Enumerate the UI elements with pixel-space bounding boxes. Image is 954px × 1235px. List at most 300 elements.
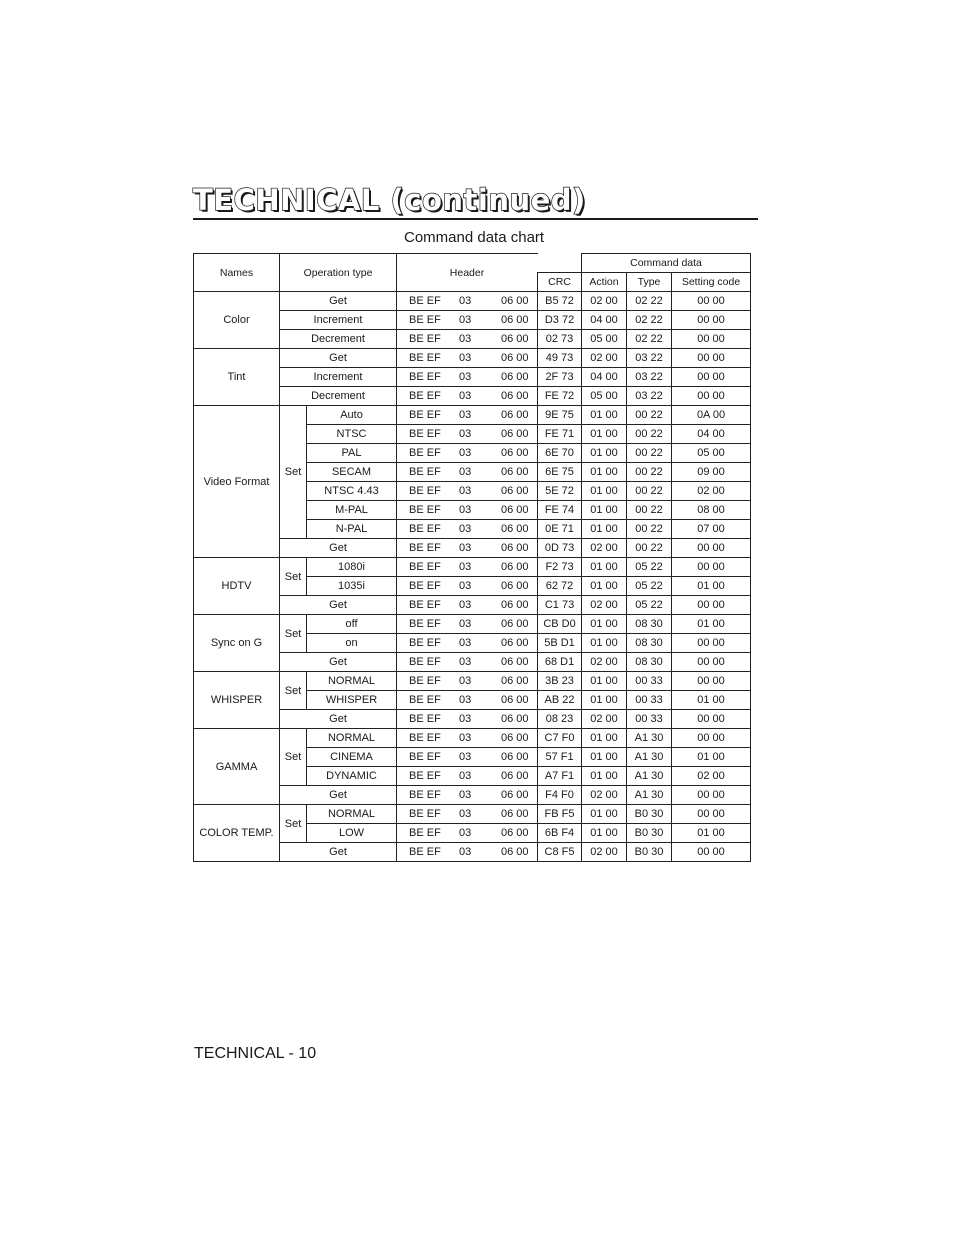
- action-cell: 01 00: [582, 691, 627, 710]
- action-cell: 04 00: [582, 368, 627, 387]
- action-cell: 01 00: [582, 577, 627, 596]
- header-byte: BE EF: [409, 618, 441, 630]
- header-byte: 03: [459, 637, 472, 649]
- set-label: Set: [280, 615, 307, 653]
- type-cell: 00 22: [627, 539, 672, 558]
- col-header-crc: CRC: [538, 273, 582, 292]
- table-row: [194, 805, 751, 824]
- crc-cell: 6E 75: [538, 463, 582, 482]
- action-cell: 01 00: [582, 805, 627, 824]
- crc-cell: D3 72: [538, 311, 582, 330]
- setting-code-cell: 00 00: [672, 539, 751, 558]
- setting-code-cell: 00 00: [672, 596, 751, 615]
- type-cell: 05 22: [627, 558, 672, 577]
- col-header-command-data: Command data: [582, 254, 751, 273]
- header-bytes-cell: [397, 596, 538, 615]
- type-cell: 02 22: [627, 330, 672, 349]
- crc-cell: C7 F0: [538, 729, 582, 748]
- setting-code-cell: 01 00: [672, 577, 751, 596]
- header-byte: 06 00: [501, 504, 529, 516]
- operation-cell: Decrement: [280, 387, 397, 406]
- type-cell: 00 33: [627, 691, 672, 710]
- operation-cell: Get: [280, 653, 397, 672]
- operation-cell: NTSC 4.43: [307, 482, 397, 501]
- header-bytes-cell: [397, 634, 538, 653]
- action-cell: 01 00: [582, 425, 627, 444]
- header-bytes-cell: [397, 824, 538, 843]
- operation-cell: Get: [280, 292, 397, 311]
- header-byte: 06 00: [501, 542, 529, 554]
- header-bytes-cell: [397, 463, 538, 482]
- header-byte: BE EF: [409, 485, 441, 497]
- action-cell: 02 00: [582, 710, 627, 729]
- operation-cell: Auto: [307, 406, 397, 425]
- header-byte: 06 00: [501, 352, 529, 364]
- header-byte: 03: [459, 371, 472, 383]
- command-data-table: [193, 253, 751, 862]
- header-byte: 03: [459, 675, 472, 687]
- group-name: Video Format: [194, 406, 280, 558]
- header-byte: BE EF: [409, 504, 441, 516]
- table-row: [194, 672, 751, 691]
- header-byte: 03: [459, 618, 472, 630]
- type-cell: 02 22: [627, 311, 672, 330]
- header-byte: 03: [459, 732, 472, 744]
- operation-cell: Increment: [280, 311, 397, 330]
- operation-cell: 1035i: [307, 577, 397, 596]
- action-cell: 01 00: [582, 520, 627, 539]
- header-byte: BE EF: [409, 808, 441, 820]
- action-cell: 02 00: [582, 786, 627, 805]
- header-byte: BE EF: [409, 295, 441, 307]
- header-byte: BE EF: [409, 732, 441, 744]
- type-cell: 00 33: [627, 672, 672, 691]
- action-cell: 02 00: [582, 596, 627, 615]
- header-byte: 06 00: [501, 485, 529, 497]
- header-byte: 06 00: [501, 314, 529, 326]
- operation-cell: Decrement: [280, 330, 397, 349]
- type-cell: 08 30: [627, 615, 672, 634]
- type-cell: 03 22: [627, 368, 672, 387]
- header-byte: 06 00: [501, 371, 529, 383]
- operation-cell: N-PAL: [307, 520, 397, 539]
- group-name: Tint: [194, 349, 280, 406]
- crc-cell: 08 23: [538, 710, 582, 729]
- header-byte: BE EF: [409, 409, 441, 421]
- header-byte: 03: [459, 808, 472, 820]
- type-cell: 02 22: [627, 292, 672, 311]
- crc-cell: 5E 72: [538, 482, 582, 501]
- action-cell: 01 00: [582, 767, 627, 786]
- table-row: [194, 558, 751, 577]
- header-byte: 03: [459, 599, 472, 611]
- action-cell: 02 00: [582, 292, 627, 311]
- set-label: Set: [280, 805, 307, 843]
- header-byte: 06 00: [501, 466, 529, 478]
- type-cell: 03 22: [627, 349, 672, 368]
- header-bytes-cell: [397, 558, 538, 577]
- operation-cell: WHISPER: [307, 691, 397, 710]
- setting-code-cell: 00 00: [672, 292, 751, 311]
- table-row: [194, 615, 751, 634]
- header-byte: BE EF: [409, 694, 441, 706]
- operation-cell: SECAM: [307, 463, 397, 482]
- header-byte: 03: [459, 485, 472, 497]
- header-byte: 06 00: [501, 599, 529, 611]
- header-bytes-cell: [397, 805, 538, 824]
- crc-cell: CB D0: [538, 615, 582, 634]
- crc-cell: F2 73: [538, 558, 582, 577]
- operation-cell: NORMAL: [307, 805, 397, 824]
- operation-cell: Get: [280, 596, 397, 615]
- type-cell: 00 22: [627, 406, 672, 425]
- table-row: [194, 406, 751, 425]
- header-byte: BE EF: [409, 447, 441, 459]
- action-cell: 01 00: [582, 463, 627, 482]
- header-byte: BE EF: [409, 333, 441, 345]
- type-cell: 08 30: [627, 634, 672, 653]
- header-byte: 06 00: [501, 770, 529, 782]
- header-bytes-cell: [397, 672, 538, 691]
- header-bytes-cell: [397, 501, 538, 520]
- col-header-type: Type: [627, 273, 672, 292]
- group-name: GAMMA: [194, 729, 280, 805]
- header-bytes-cell: [397, 387, 538, 406]
- header-byte: 06 00: [501, 846, 529, 858]
- set-label: Set: [280, 406, 307, 539]
- crc-cell: 3B 23: [538, 672, 582, 691]
- action-cell: 01 00: [582, 634, 627, 653]
- action-cell: 05 00: [582, 330, 627, 349]
- crc-cell: FE 72: [538, 387, 582, 406]
- header-bytes-cell: [397, 653, 538, 672]
- type-cell: 00 22: [627, 501, 672, 520]
- setting-code-cell: 01 00: [672, 824, 751, 843]
- header-byte: BE EF: [409, 789, 441, 801]
- operation-cell: NORMAL: [307, 729, 397, 748]
- setting-code-cell: 00 00: [672, 805, 751, 824]
- operation-cell: M-PAL: [307, 501, 397, 520]
- header-byte: 03: [459, 333, 472, 345]
- setting-code-cell: 00 00: [672, 672, 751, 691]
- operation-cell: NORMAL: [307, 672, 397, 691]
- action-cell: 01 00: [582, 444, 627, 463]
- header-byte: 06 00: [501, 675, 529, 687]
- table-row: [194, 729, 751, 748]
- crc-cell: AB 22: [538, 691, 582, 710]
- crc-cell: 6B F4: [538, 824, 582, 843]
- type-cell: 05 22: [627, 596, 672, 615]
- operation-cell: Get: [280, 710, 397, 729]
- header-bytes-cell: [397, 691, 538, 710]
- col-header-setting-code: Setting code: [672, 273, 751, 292]
- operation-cell: Get: [280, 786, 397, 805]
- operation-cell: 1080i: [307, 558, 397, 577]
- header-byte: 03: [459, 542, 472, 554]
- type-cell: B0 30: [627, 824, 672, 843]
- setting-code-cell: 00 00: [672, 653, 751, 672]
- header-byte: 03: [459, 504, 472, 516]
- crc-cell: A7 F1: [538, 767, 582, 786]
- crc-cell: 6E 70: [538, 444, 582, 463]
- page-title: TECHNICAL (continued): [193, 183, 586, 217]
- title-rule: [193, 218, 758, 220]
- action-cell: 02 00: [582, 653, 627, 672]
- operation-cell: Increment: [280, 368, 397, 387]
- header-bytes-cell: [397, 767, 538, 786]
- header-byte: 03: [459, 751, 472, 763]
- setting-code-cell: 02 00: [672, 767, 751, 786]
- header-byte: 03: [459, 713, 472, 725]
- table-row: [194, 292, 751, 311]
- header-byte: BE EF: [409, 523, 441, 535]
- setting-code-cell: 01 00: [672, 748, 751, 767]
- crc-cell: 0E 71: [538, 520, 582, 539]
- operation-cell: PAL: [307, 444, 397, 463]
- header-byte: 03: [459, 827, 472, 839]
- crc-cell: 49 73: [538, 349, 582, 368]
- header-byte: BE EF: [409, 314, 441, 326]
- header-byte: 03: [459, 295, 472, 307]
- header-byte: BE EF: [409, 656, 441, 668]
- header-byte: 03: [459, 428, 472, 440]
- operation-cell: on: [307, 634, 397, 653]
- setting-code-cell: 09 00: [672, 463, 751, 482]
- header-bytes-cell: [397, 292, 538, 311]
- setting-code-cell: 00 00: [672, 729, 751, 748]
- crc-cell: FB F5: [538, 805, 582, 824]
- header-byte: 03: [459, 352, 472, 364]
- col-header-operation-type: Operation type: [280, 254, 397, 292]
- header-byte: BE EF: [409, 713, 441, 725]
- col-header-header-spacer: [538, 254, 582, 273]
- header-byte: 03: [459, 580, 472, 592]
- type-cell: 08 30: [627, 653, 672, 672]
- action-cell: 01 00: [582, 558, 627, 577]
- header-bytes-cell: [397, 482, 538, 501]
- setting-code-cell: 01 00: [672, 691, 751, 710]
- header-byte: 03: [459, 390, 472, 402]
- action-cell: 02 00: [582, 843, 627, 862]
- header-byte: 06 00: [501, 751, 529, 763]
- type-cell: 00 22: [627, 520, 672, 539]
- header-bytes-cell: [397, 311, 538, 330]
- col-header-action: Action: [582, 273, 627, 292]
- header-byte: 06 00: [501, 428, 529, 440]
- setting-code-cell: 04 00: [672, 425, 751, 444]
- header-byte: 06 00: [501, 637, 529, 649]
- crc-cell: B5 72: [538, 292, 582, 311]
- header-byte: 06 00: [501, 561, 529, 573]
- setting-code-cell: 08 00: [672, 501, 751, 520]
- header-byte: 03: [459, 656, 472, 668]
- setting-code-cell: 00 00: [672, 710, 751, 729]
- type-cell: 00 22: [627, 463, 672, 482]
- header-byte: BE EF: [409, 846, 441, 858]
- setting-code-cell: 01 00: [672, 615, 751, 634]
- header-byte: 06 00: [501, 580, 529, 592]
- table-body: [194, 292, 751, 862]
- operation-cell: DYNAMIC: [307, 767, 397, 786]
- action-cell: 01 00: [582, 748, 627, 767]
- setting-code-cell: 00 00: [672, 387, 751, 406]
- action-cell: 01 00: [582, 729, 627, 748]
- header-byte: BE EF: [409, 371, 441, 383]
- header-byte: 06 00: [501, 827, 529, 839]
- group-name: Sync on G: [194, 615, 280, 672]
- setting-code-cell: 00 00: [672, 311, 751, 330]
- header-byte: BE EF: [409, 675, 441, 687]
- setting-code-cell: 00 00: [672, 558, 751, 577]
- type-cell: 00 33: [627, 710, 672, 729]
- type-cell: A1 30: [627, 729, 672, 748]
- crc-cell: F4 F0: [538, 786, 582, 805]
- header-byte: BE EF: [409, 390, 441, 402]
- operation-cell: off: [307, 615, 397, 634]
- action-cell: 02 00: [582, 349, 627, 368]
- header-bytes-cell: [397, 786, 538, 805]
- header-byte: 06 00: [501, 656, 529, 668]
- header-bytes-cell: [397, 539, 538, 558]
- type-cell: A1 30: [627, 786, 672, 805]
- operation-cell: Get: [280, 539, 397, 558]
- header-byte: 06 00: [501, 333, 529, 345]
- header-bytes-cell: [397, 520, 538, 539]
- crc-cell: 9E 75: [538, 406, 582, 425]
- set-label: Set: [280, 672, 307, 710]
- setting-code-cell: 00 00: [672, 330, 751, 349]
- header-bytes-cell: [397, 349, 538, 368]
- operation-cell: NTSC: [307, 425, 397, 444]
- header-byte: BE EF: [409, 428, 441, 440]
- action-cell: 01 00: [582, 672, 627, 691]
- header-byte: BE EF: [409, 561, 441, 573]
- header-bytes-cell: [397, 330, 538, 349]
- crc-cell: C1 73: [538, 596, 582, 615]
- operation-cell: CINEMA: [307, 748, 397, 767]
- set-label: Set: [280, 729, 307, 786]
- type-cell: 00 22: [627, 444, 672, 463]
- setting-code-cell: 00 00: [672, 843, 751, 862]
- header-byte: BE EF: [409, 352, 441, 364]
- action-cell: 05 00: [582, 387, 627, 406]
- header-byte: 03: [459, 694, 472, 706]
- crc-cell: 57 F1: [538, 748, 582, 767]
- operation-cell: Get: [280, 349, 397, 368]
- header-byte: 03: [459, 523, 472, 535]
- action-cell: 01 00: [582, 824, 627, 843]
- header-bytes-cell: [397, 425, 538, 444]
- type-cell: 03 22: [627, 387, 672, 406]
- col-header-names: Names: [194, 254, 280, 292]
- crc-cell: 2F 73: [538, 368, 582, 387]
- col-header-header: Header: [397, 254, 538, 292]
- header-byte: 06 00: [501, 789, 529, 801]
- set-label: Set: [280, 558, 307, 596]
- table-row: [194, 349, 751, 368]
- setting-code-cell: 00 00: [672, 634, 751, 653]
- setting-code-cell: 07 00: [672, 520, 751, 539]
- setting-code-cell: 0A 00: [672, 406, 751, 425]
- header-bytes-cell: [397, 406, 538, 425]
- action-cell: 01 00: [582, 482, 627, 501]
- crc-cell: C8 F5: [538, 843, 582, 862]
- header-byte: 03: [459, 447, 472, 459]
- header-bytes-cell: [397, 710, 538, 729]
- action-cell: 02 00: [582, 539, 627, 558]
- header-byte: 06 00: [501, 523, 529, 535]
- type-cell: 00 22: [627, 482, 672, 501]
- header-byte: 06 00: [501, 295, 529, 307]
- header-bytes-cell: [397, 843, 538, 862]
- setting-code-cell: 00 00: [672, 368, 751, 387]
- header-byte: BE EF: [409, 466, 441, 478]
- header-byte: 06 00: [501, 694, 529, 706]
- header-bytes-cell: [397, 748, 538, 767]
- header-byte: 06 00: [501, 390, 529, 402]
- header-byte: 03: [459, 466, 472, 478]
- header-byte: 03: [459, 770, 472, 782]
- group-name: Color: [194, 292, 280, 349]
- header-bytes-cell: [397, 729, 538, 748]
- header-byte: BE EF: [409, 827, 441, 839]
- header-byte: BE EF: [409, 751, 441, 763]
- header-byte: 06 00: [501, 713, 529, 725]
- header-byte: BE EF: [409, 542, 441, 554]
- header-bytes-cell: [397, 615, 538, 634]
- crc-cell: 68 D1: [538, 653, 582, 672]
- setting-code-cell: 05 00: [672, 444, 751, 463]
- crc-cell: 62 72: [538, 577, 582, 596]
- action-cell: 01 00: [582, 406, 627, 425]
- type-cell: 05 22: [627, 577, 672, 596]
- type-cell: B0 30: [627, 843, 672, 862]
- header-bytes-cell: [397, 444, 538, 463]
- crc-cell: 02 73: [538, 330, 582, 349]
- group-name: HDTV: [194, 558, 280, 615]
- type-cell: B0 30: [627, 805, 672, 824]
- crc-cell: FE 71: [538, 425, 582, 444]
- header-byte: BE EF: [409, 580, 441, 592]
- header-byte: 06 00: [501, 447, 529, 459]
- crc-cell: 5B D1: [538, 634, 582, 653]
- setting-code-cell: 02 00: [672, 482, 751, 501]
- group-name: COLOR TEMP.: [194, 805, 280, 862]
- page-footer: TECHNICAL - 10: [194, 1045, 317, 1062]
- header-byte: 06 00: [501, 409, 529, 421]
- header-byte: BE EF: [409, 637, 441, 649]
- header-bytes-cell: [397, 368, 538, 387]
- type-cell: 00 22: [627, 425, 672, 444]
- header-byte: 06 00: [501, 618, 529, 630]
- action-cell: 01 00: [582, 615, 627, 634]
- header-byte: BE EF: [409, 599, 441, 611]
- header-byte: 06 00: [501, 808, 529, 820]
- crc-cell: 0D 73: [538, 539, 582, 558]
- group-name: WHISPER: [194, 672, 280, 729]
- header-byte: 03: [459, 409, 472, 421]
- header-byte: BE EF: [409, 770, 441, 782]
- setting-code-cell: 00 00: [672, 786, 751, 805]
- header-byte: 06 00: [501, 732, 529, 744]
- header-byte: 03: [459, 561, 472, 573]
- crc-cell: FE 74: [538, 501, 582, 520]
- header-byte: 03: [459, 789, 472, 801]
- header-byte: 03: [459, 314, 472, 326]
- operation-cell: Get: [280, 843, 397, 862]
- setting-code-cell: 00 00: [672, 349, 751, 368]
- action-cell: 04 00: [582, 311, 627, 330]
